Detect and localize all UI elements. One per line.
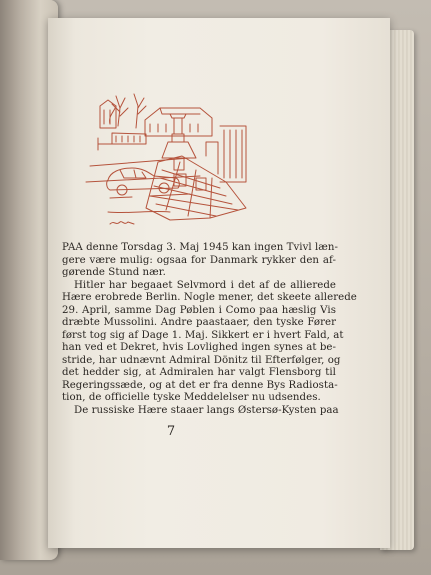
rooftop-drawing xyxy=(146,114,246,220)
text-line: Hitler har begaaet Selvmord i det af de allierede xyxy=(74,279,336,291)
street xyxy=(86,158,200,213)
body-text xyxy=(62,242,357,417)
page-number: 7 xyxy=(166,424,176,439)
artist-signature xyxy=(110,222,134,224)
text-line: gørende Stund nær. xyxy=(62,267,166,278)
text-line: tion, de officielle tyske Meddelelser nu udsendes. xyxy=(62,392,321,403)
paragraph-3 xyxy=(62,404,339,418)
text-line: PAA denne Torsdag 3. Maj 1945 kan ingen Tvivl læn- xyxy=(62,242,339,253)
text-line: han ved et Dekret, hvis Lovlighed ingen synes at be- xyxy=(62,342,336,353)
text-line: gere være mulig: ogsaa for Danmark rykker den af- xyxy=(62,254,336,266)
paragraph-1 xyxy=(62,242,339,280)
paragraph-2 xyxy=(62,279,357,405)
text-line: 29. April, samme Dag Pøblen i Como paa hæslig Vis xyxy=(62,304,336,316)
text-line: stride, har udnævnt Admiral Dönitz til Efterfølger, og xyxy=(62,354,341,366)
text-line: dræbte Mussolini. Andre paastaaer, den tyske Fører xyxy=(62,317,336,328)
text-line: det hedder sig, at Admiralen har valgt Flensborg til xyxy=(62,367,336,378)
tree-left xyxy=(110,94,146,128)
text-line: Hære erobrede Berlin. Nogle mener, det skeete allerede xyxy=(62,292,357,303)
text-line: Regeringssæde, og at det er fra denne Bys Radiosta- xyxy=(62,379,338,391)
text-line: først tog sig af Dage 1. Maj. Sikkert er i hvert Fald, at xyxy=(62,329,344,341)
text-line: De russiske Hære staaer langs Østersø-Kysten paa xyxy=(74,404,339,416)
street-scene-illustration xyxy=(50,78,260,233)
